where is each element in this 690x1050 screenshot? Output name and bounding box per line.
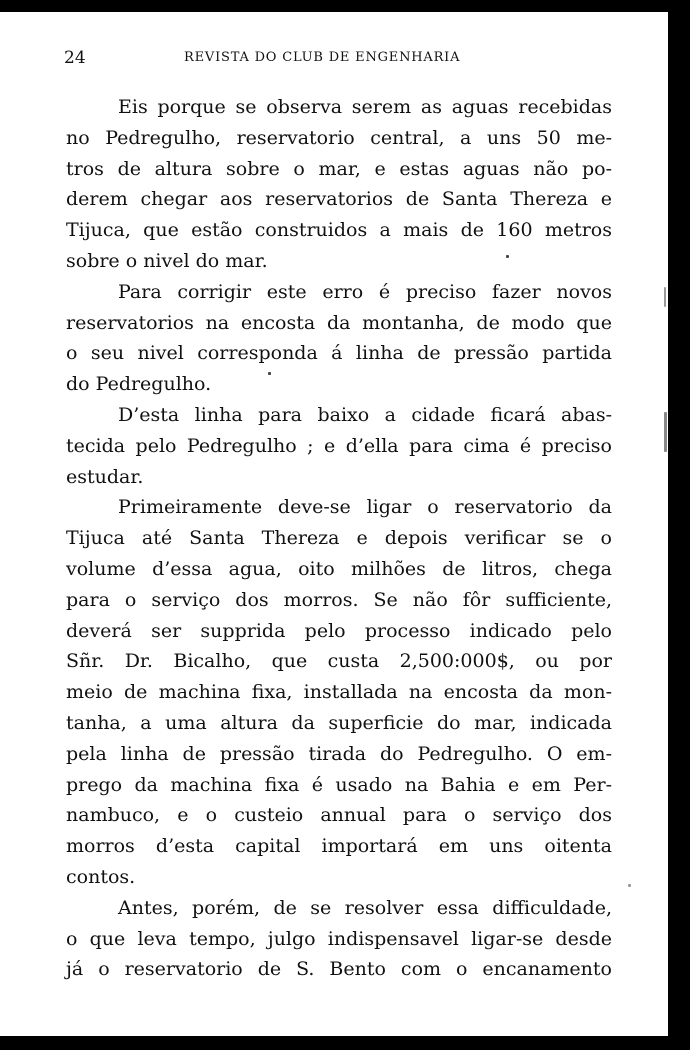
paragraph [66,893,612,985]
text-line: prego da machina fixa é usado na Bahia e em Per- [66,773,612,796]
text-line: Tijuca, que estão construidos a mais de 160 metros [66,219,612,242]
text-line: Primeiramente deve-se ligar o reservatorio da [118,496,612,519]
text-line: pela linha de pressão tirada do Pedregulho. O em- [66,742,612,765]
text-line: deverá ser supprida pelo processo indicado pelo [66,619,612,642]
text-line: Tijuca até Santa Thereza e depois verificar se o [66,527,612,550]
scan-speck [664,287,666,307]
text-line: para o serviço dos morros. Se não fôr sufficiente, [66,588,612,611]
scan-speck [506,255,509,258]
page-number: 24 [64,48,86,68]
text-line: o que leva tempo, julgo indispensavel ligar-se desde [66,927,612,950]
text-line: D’esta linha para baixo a cidade ficará abas- [118,403,612,426]
page-header [64,48,624,70]
text-line: sobre o nivel do mar. [66,249,268,272]
text-line: meio de machina fixa, installada na encosta da mon- [66,681,612,704]
text-line: Antes, porém, de se resolver essa difficuldade, [118,896,612,919]
paragraph [66,277,612,400]
text-line: tecida pelo Pedregulho ; e d’ella para cima é preciso [66,434,612,457]
text-line: Sñr. Dr. Bicalho, que custa 2,500:000$, ou por [66,650,612,673]
scan-speck [664,412,667,452]
text-line: nambuco, e o custeio annual para o serviço dos [66,804,612,827]
text-line: Eis porque se observa serem as aguas recebidas [118,96,612,118]
text-line: do Pedregulho. [66,373,212,396]
text-line: derem chegar aos reservatorios de Santa Thereza e [66,188,612,211]
text-line: o seu nivel corresponda á linha de pressão partida [66,342,612,365]
text-line: tros de altura sobre o mar, e estas aguas não po- [66,157,612,180]
text-line: tanha, a uma altura da superficie do mar, indicada [66,711,612,734]
scan-speck [268,372,271,375]
body-text [66,92,612,985]
text-line: estudar. [66,465,144,488]
paragraph [66,492,612,892]
text-line: morros d’esta capital importará em uns oitenta [66,835,612,858]
text-line: já o reservatorio de S. Bento com o encanamento [66,958,612,981]
paragraph [66,92,612,277]
text-line: reservatorios na encosta da montanha, de modo que [66,311,612,334]
scan-speck [628,884,631,887]
text-line: Para corrigir este erro é preciso fazer novos [118,280,612,303]
text-line: contos. [66,865,136,888]
text-line: no Pedregulho, reservatorio central, a uns 50 me- [66,126,612,149]
running-title: REVISTA DO CLUB DE ENGENHARIA [184,50,461,65]
text-line: volume d’essa agua, oito milhões de litros, chega [66,557,612,580]
paragraph [66,400,612,492]
book-page [0,12,668,1036]
